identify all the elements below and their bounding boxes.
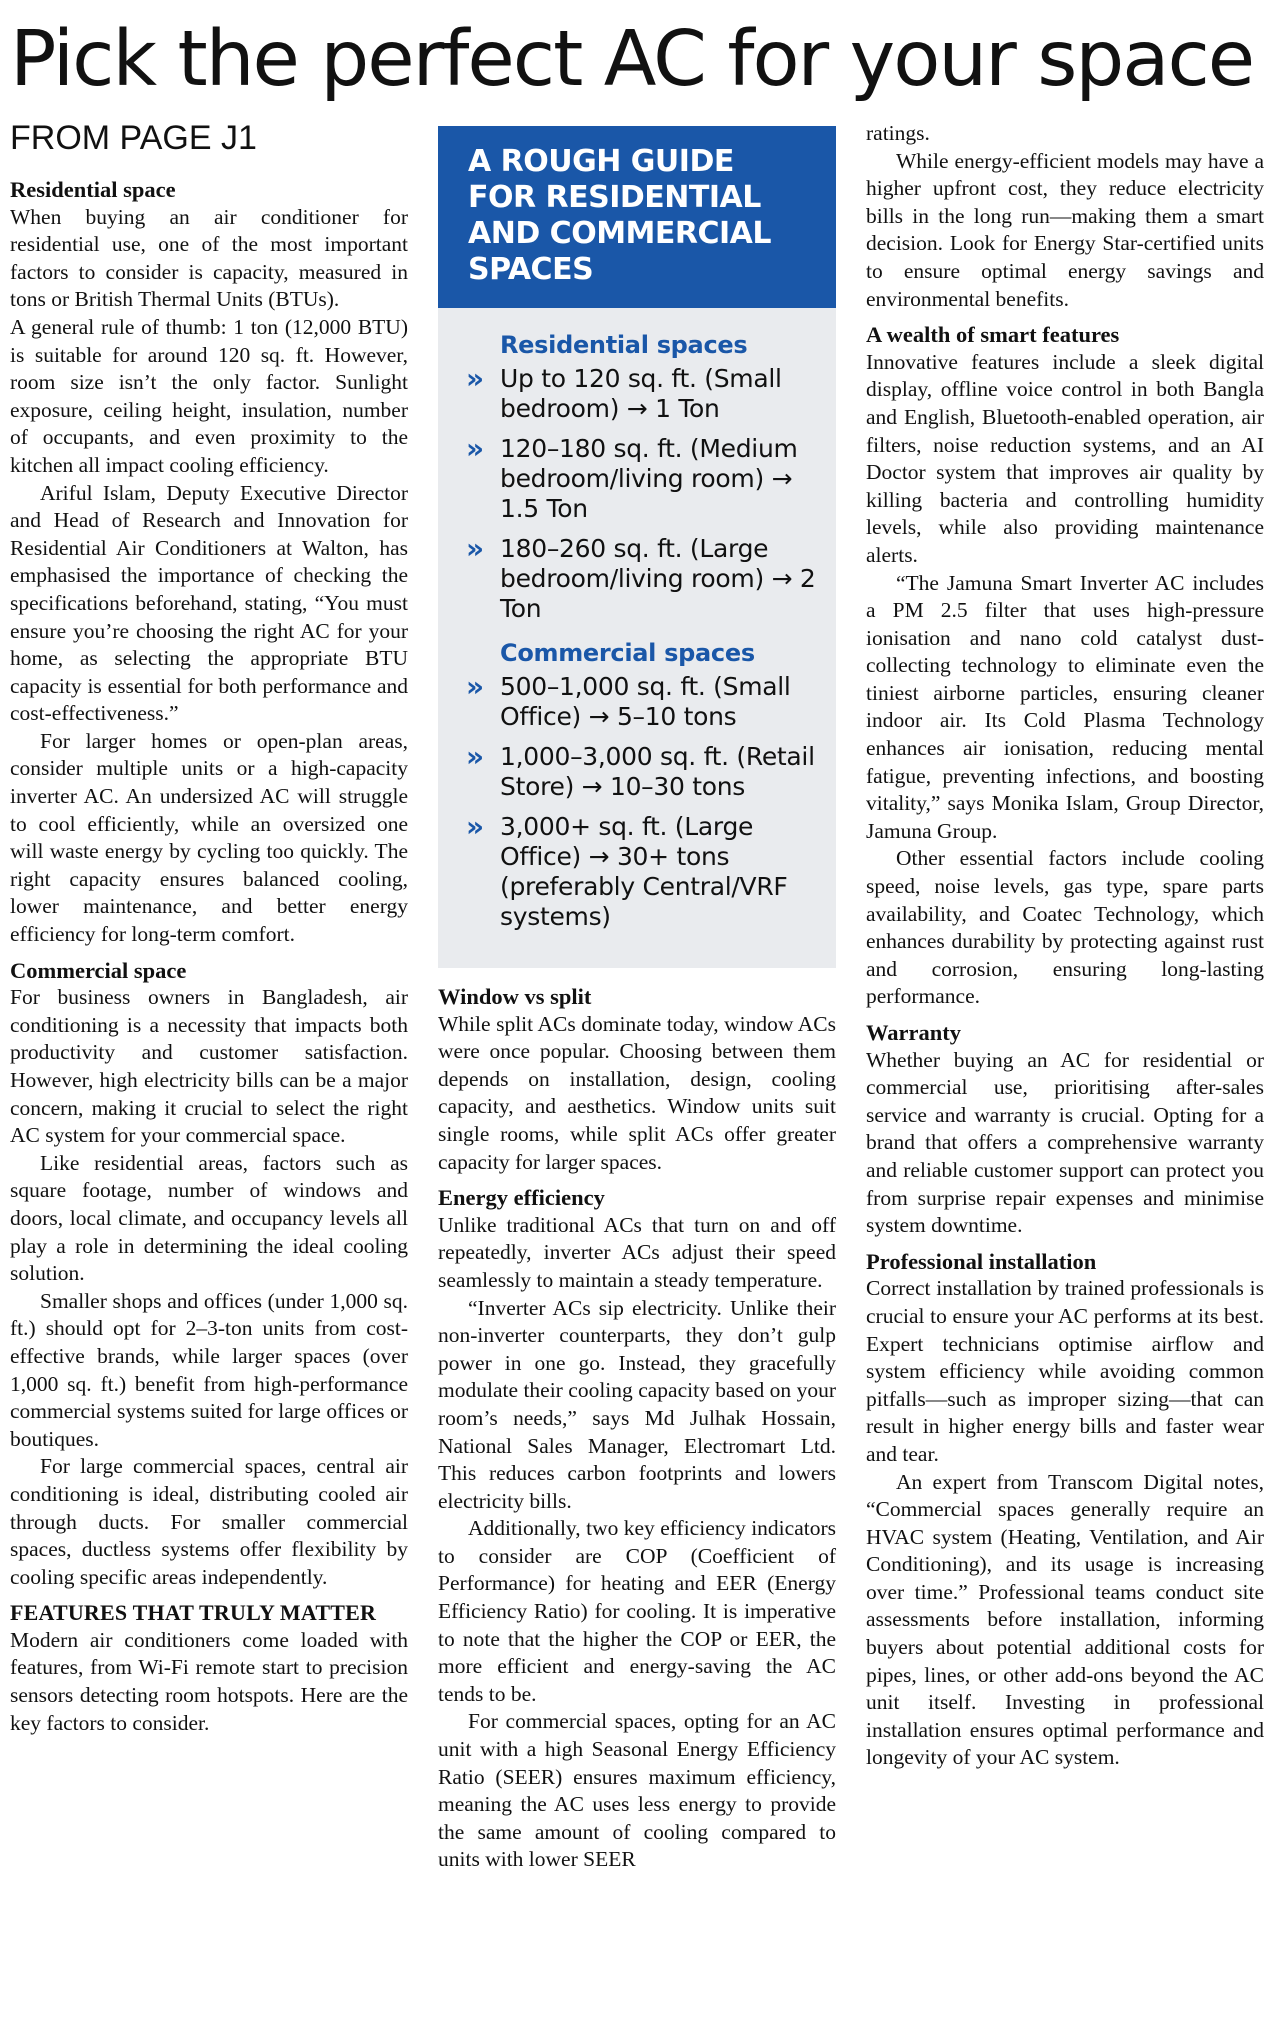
paragraph: Additionally, two key efficiency indicators to consider are COP (Coefficient of Performance) for heating and EER (Energy Efficiency Ratio) for cooling. It is imperative to note that the higher the COP or EER, the more efficient and energy-saving the AC tends to be. [438, 1516, 836, 1706]
double-arrow-icon: » [466, 810, 479, 843]
double-arrow-icon: » [466, 362, 479, 395]
double-arrow-icon: » [466, 670, 479, 703]
paragraph: “The Jamuna Smart Inverter AC includes a PM 2.5 filter that uses high-pressure ionisation and nano cold catalyst dust-collecting technology to eliminate even the tiniest airborne particles, ensuring cleaner indoor air. Its Cold Plasma Technology enhances air ionisation, reducing mental fatigue, preventing infections, and boosting vitality,” says Monika Islam, Group Director, Jamuna Group. [866, 570, 1264, 843]
paragraph: For business owners in Bangladesh, air conditioning is a necessity that impacts both productivity and customer satisfaction. However, high electricity bills can be a major concern, making it crucial to select the right AC system for your commercial space. [10, 985, 408, 1148]
paragraph: When buying an air conditioner for residential use, one of the most important factors to consider is capacity, measured in tons or British Thermal Units (BTUs). [10, 204, 408, 312]
heading-energy-efficiency: Energy efficiency [438, 1185, 605, 1211]
heading-window-vs-split: Window vs split [438, 984, 592, 1009]
paragraph: For larger homes or open-plan areas, consider multiple units or a high-capacity inverter AC. An undersized AC will struggle to cool efficiently, while an oversized one will waste energy by cycling too quickly. The right capacity ensures balanced cooling, lower maintenance, and better energy efficiency for long-term comfort. [10, 728, 408, 947]
double-arrow-icon: » [466, 532, 479, 565]
paragraph: “Inverter ACs sip electricity. Unlike their non-inverter counterparts, they don’t gulp power in one go. Instead, they gracefully modulate their cooling capacity based on your room’s needs,” says Md Julhak Hossain, National Sales Manager, Electromart Ltd. This reduces carbon footprints and lowers electricity bills. [438, 1295, 836, 1513]
paragraph: Innovative features include a sleek digital display, offline voice control in both Bangla and English, Bluetooth-enabled operation, air filters, noise reduction systems, and an AI Doctor system that improves air quality by killing bacteria and controlling humidity levels, while also providing maintenance alerts. [866, 349, 1264, 567]
double-arrow-icon: » [466, 432, 479, 465]
heading-commercial-space: Commercial space [10, 957, 187, 983]
paragraph: Correct installation by trained professionals is crucial to ensure your AC performs at its best. Expert technicians optimise airflow and system efficiency while avoiding common pitfalls—such as improper sizing—that can result in higher energy bills and faster wear and tear. [866, 1276, 1264, 1466]
guide-residential-label: Residential spaces [500, 331, 748, 359]
paragraph: ratings. [866, 121, 930, 145]
heading-smart-features: A wealth of smart features [866, 322, 1120, 348]
paragraph: While split ACs dominate today, window ACs were once popular. Choosing between them depends on installation, design, cooling capacity, and aesthetics. Window units suit single rooms, while split ACs offer greater capacity for larger spaces. [438, 1011, 836, 1174]
paragraph: Like residential areas, factors such as square footage, number of windows and doors, local climate, and occupancy levels all play a role in determining the ideal cooling solution. [10, 1150, 408, 1286]
guide-item [466, 364, 816, 424]
paragraph: A general rule of thumb: 1 ton (12,000 BTU) is suitable for around 120 sq. ft. However, room size isn’t the only factor. Sunlight exposure, ceiling height, insulation, number of occupants, and even proximity to the kitchen all impact cooling efficiency. [10, 314, 408, 477]
headline: Pick the perfect AC for your space [10, 15, 1254, 104]
column-3 [866, 120, 1264, 1772]
double-arrow-icon: » [466, 740, 479, 773]
paragraph: Smaller shops and offices (under 1,000 sq. ft.) should opt for 2–3-ton units from cost-effective brands, while larger spaces (over 1,000 sq. ft.) benefit from high-performance commercial systems suited for large offices or boutiques. [10, 1288, 408, 1451]
paragraph: Unlike traditional ACs that turn on and off repeatedly, inverter ACs adjust their speed seamlessly to maintain a steady temperature. [438, 1212, 836, 1292]
guide-item [466, 812, 816, 932]
guide-body [438, 308, 836, 932]
paragraph: An expert from Transcom Digital notes, “Commercial spaces generally require an HVAC system (Heating, Ventilation, and Air Conditioning), and its usage is increasing over time.” Professional teams conduct site assessments before installation, informing buyers about potential additional costs for pipes, lines, or other add-ons beyond the AC unit itself. Investing in professional installation ensures optimal performance and longevity of your AC system. [866, 1469, 1264, 1770]
guide-item-text: 500–1,000 sq. ft. (Small Office) → 5–10 tons [500, 672, 791, 731]
guide-item [466, 434, 816, 524]
paragraph: Ariful Islam, Deputy Executive Director and Head of Research and Innovation for Residential Air Conditioners at Walton, has emphasised the importance of checking the specifications beforehand, stating, “You must ensure you’re choosing the right AC for your home, as selecting the appropriate BTU capacity is essential for both performance and cost-effectiveness.” [10, 480, 408, 726]
paragraph: Other essential factors include cooling speed, noise levels, gas type, spare parts availability, and Coatec Technology, which enhances durability by protecting against rust and corrosion, ensuring long-lasting performance. [866, 846, 1264, 1009]
paragraph: Whether buying an AC for residential or commercial use, prioritising after-sales service and warranty is crucial. Opting for a brand that offers a comprehensive warranty and reliable customer support can protect you from surprise repair expenses and minimise system downtime. [866, 1047, 1264, 1238]
guide-title: A ROUGH GUIDE FOR RESIDENTIAL AND COMMERCIAL SPACES [438, 126, 836, 308]
from-page-label: FROM PAGE J1 [10, 119, 257, 157]
paragraph: For large commercial spaces, central air conditioning is ideal, distributing cooled air through ducts. For smaller commercial spaces, ductless systems offer flexibility by cooling specific areas independently. [10, 1454, 408, 1589]
paragraph: While energy-efficient models may have a higher upfront cost, they reduce electricity bills in the long run—making them a smart decision. Look for Energy Star-certified units to ensure optimal energy savings and environmental benefits. [866, 148, 1264, 311]
guide-item-text: 1,000–3,000 sq. ft. (Retail Store) → 10–30 tons [500, 742, 815, 801]
guide-item-text: 120–180 sq. ft. (Medium bedroom/living room) → 1.5 Ton [500, 434, 798, 523]
guide-commercial-label: Commercial spaces [500, 639, 755, 667]
paragraph: For commercial spaces, opting for an AC unit with a high Seasonal Energy Efficiency Ratio (SEER) ensures maximum efficiency, meaning the AC uses less energy to provide the same amount of cooling compared to units with lower SEER [438, 1709, 836, 1872]
heading-residential-space: Residential space [10, 177, 176, 202]
guide-item-text: Up to 120 sq. ft. (Small bedroom) → 1 Ton [500, 364, 782, 423]
rough-guide-box [438, 126, 836, 968]
heading-professional-installation: Professional installation [866, 1248, 1097, 1274]
guide-item-text: 180–260 sq. ft. (Large bedroom/living room) → 2 Ton [500, 534, 816, 623]
column-2 [438, 983, 836, 1874]
column-1 [10, 176, 408, 1737]
guide-item [466, 672, 816, 732]
heading-warranty: Warranty [866, 1020, 961, 1045]
guide-item [466, 534, 816, 624]
heading-features: FEATURES THAT TRULY MATTER [10, 1600, 377, 1626]
guide-item [466, 742, 816, 802]
paragraph: Modern air conditioners come loaded with features, from Wi-Fi remote start to precision sensors detecting room hotspots. Here are the key factors to consider. [10, 1627, 408, 1735]
guide-item-text: 3,000+ sq. ft. (Large Office) → 30+ tons (preferably Central/VRF systems) [500, 812, 788, 931]
